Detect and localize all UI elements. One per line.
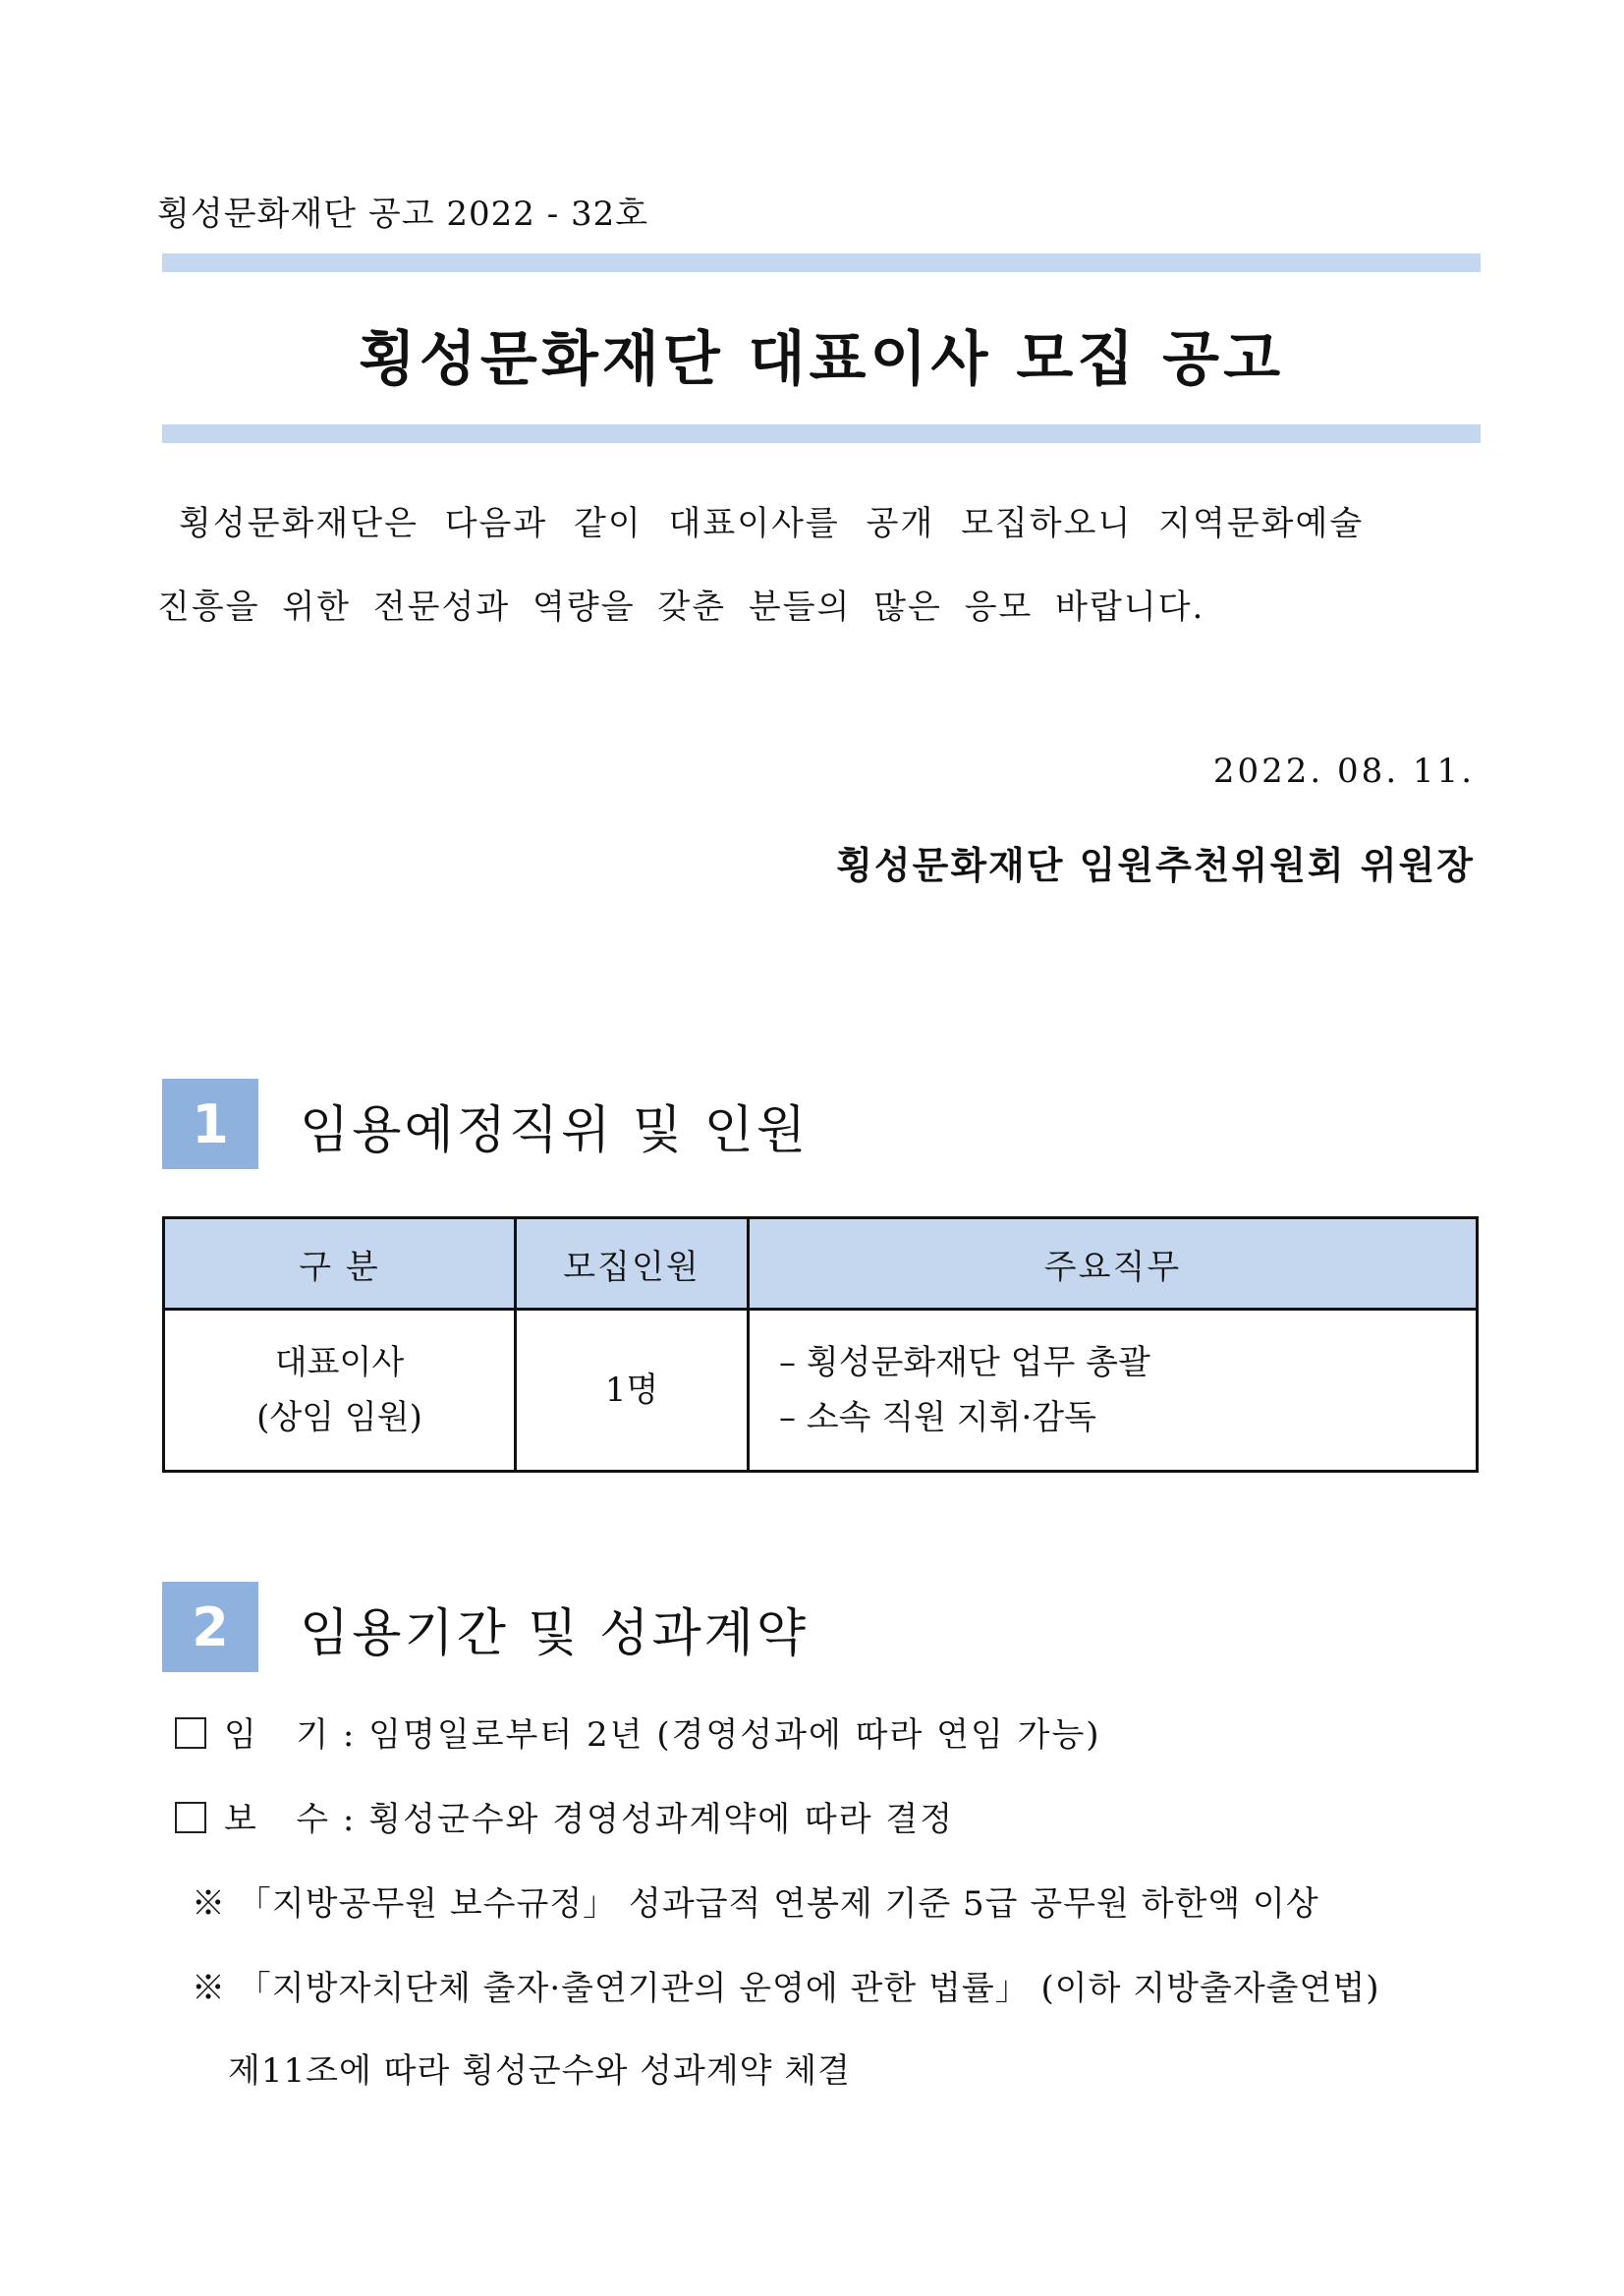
intro-line-2: 진흥을 위한 전문성과 역량을 갖춘 분들의 많은 응모 바랍니다.	[157, 588, 1205, 627]
section-1-title: 임용예정직위 및 인원	[300, 1101, 810, 1160]
notice-date: 2022. 08. 11.	[1212, 752, 1475, 791]
duty-item: – 소속 직원 지휘·감독	[779, 1398, 1096, 1437]
note-2-continued: 제11조에 따라 횡성군수와 성과계약 체결	[228, 2051, 851, 2091]
table-header-category: 구 분	[164, 1218, 516, 1310]
position-name: 대표이사	[274, 1343, 405, 1382]
position-table	[162, 1216, 1479, 1473]
term-text: 임 기 : 임명일로부터 2년 (경영성과에 따라 연임 가능)	[224, 1715, 1101, 1755]
section-1-badge: 1	[162, 1079, 258, 1169]
page-title: 횡성문화재단 대표이사 모집 공고	[358, 325, 1285, 394]
title-bottom-rule	[162, 424, 1481, 443]
title-top-rule	[162, 253, 1481, 272]
pay-text: 보 수 : 횡성군수와 경영성과계약에 따라 결정	[224, 1800, 955, 1839]
count-cell: 1명	[516, 1310, 749, 1472]
term-item	[175, 1708, 1101, 1756]
duties-cell	[749, 1310, 1478, 1472]
intro-line-1: 횡성문화재단은 다음과 같이 대표이사를 공개 모집하오니 지역문화예술	[179, 504, 1365, 543]
table-header-row	[164, 1218, 1478, 1310]
table-header-count: 모집인원	[516, 1218, 749, 1310]
position-type: (상임 임원)	[256, 1398, 422, 1437]
table-row	[164, 1310, 1478, 1472]
section-2-title: 임용기간 및 성과계약	[300, 1604, 810, 1663]
pay-item	[175, 1792, 954, 1840]
table-header-duties: 주요직무	[749, 1218, 1478, 1310]
notice-number: 횡성문화재단 공고 2022 - 32호	[157, 195, 649, 234]
section-2-badge: 2	[162, 1582, 258, 1672]
note-2: ※ 「지방자치단체 출자·출연기관의 운영에 관한 법률」 (이하 지방출자출연법)	[192, 1969, 1380, 2008]
duty-item: – 횡성문화재단 업무 총괄	[779, 1343, 1150, 1382]
signer: 횡성문화재단 임원추천위원회 위원장	[836, 844, 1475, 887]
checkbox-icon	[175, 1802, 206, 1833]
note-1: ※ 「지방공무원 보수규정」 성과급적 연봉제 기준 5급 공무원 하한액 이상	[192, 1884, 1319, 1924]
checkbox-icon	[175, 1717, 206, 1749]
position-cell	[164, 1310, 516, 1472]
